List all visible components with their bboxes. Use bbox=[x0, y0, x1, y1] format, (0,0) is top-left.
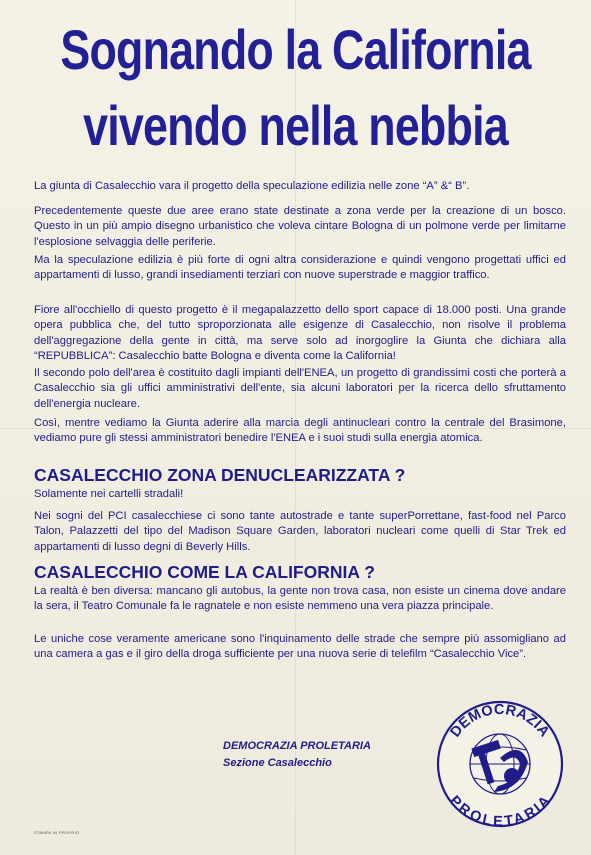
poster-title-line-1: Sognando la California bbox=[60, 18, 531, 81]
printer-mark: STAMPA IN PROPRIO bbox=[34, 830, 80, 835]
paragraph-brasimone: Così, mentre vediamo la Giunta aderire alla marcia degli antinucleari contro la centrale del Brasimone, vediamo pure gli stessi amministratori benedire l'ENEA e i suoi studi sulla energia atomica. bbox=[34, 417, 566, 445]
paragraph-intro: La giunta di Casalecchio vara il progetto della speculazione edilizia nelle zone “A” &“ B”. bbox=[34, 180, 470, 192]
logo-text-top: DEMOCRAZIA bbox=[447, 701, 553, 741]
heading-denuclearized-subtitle: Solamente nei cartelli stradali! bbox=[34, 488, 184, 500]
paragraph-pci-dreams: Nei sogni del PCI casalecchiese ci sono tante autostrade e tante superPorrettane, fast-food nel Parco Talon, Palazzetti del tipo del Madison Square Garden, laboratori nucleari come quelli di Star Trek ed appartamenti di lusso degni di Beverly Hills. bbox=[34, 510, 566, 553]
logo-text-bottom: PROLETARIA bbox=[446, 792, 554, 828]
paragraph-green-zone: Precedentemente queste due aree erano state destinate a zona verde per la creazione di un bosco. Questo in un più ampio disegno urbanistico che voleva cintare Bologna di un polmone verde per limitarne l'esplosione selvaggia delle periferie. bbox=[34, 205, 566, 248]
paragraph-enea: Il secondo polo dell'area è costituito dagli impianti dell'ENEA, un progetto di grandissimi costi che porterà a Casalecchio sia gli uffici amministrativi dell'ente, sia alcuni laboratori per la ricerca dello sfruttamento dell'energia nucleare. bbox=[34, 367, 566, 410]
signature-section-name: Sezione Casalecchio bbox=[223, 757, 332, 769]
paragraph-megapalazzetto: Fiore all'occhiello di questo progetto è il megapalazzetto dello sport capace di 18.000 posti. Una grande opera pubblica che, del tutto sproporzionata alle esigenze di Casalecchio, non risolve il problema dell'aggregazione della gente in città, ma serve solo ad inorgoglire la Giunta che dichiara alla “REPUBBLICA”: Casalecchio batte Bologna e diventa come la California! bbox=[34, 304, 566, 363]
signature-party-name: DEMOCRAZIA PROLETARIA bbox=[223, 740, 371, 752]
paragraph-american-things: Le uniche cose veramente americane sono l'inquinamento delle strade che sempre più assomigliano ad una camera a gas e il giro della droga sufficiente per una nuova serie di telefilm “Casalecchio Vice”. bbox=[34, 633, 566, 661]
paragraph-speculation: Ma la speculazione edilizia è più forte di ogni altra considerazione e quindi vengono progettati uffici ed appartamenti di lusso, grandi insediamenti terziari con nuove superstrade e maggior traffico. bbox=[34, 254, 566, 282]
heading-like-california: CASALECCHIO COME LA CALIFORNIA ? bbox=[34, 562, 375, 582]
democrazia-proletaria-logo bbox=[436, 700, 564, 828]
heading-denuclearized-zone: CASALECCHIO ZONA DENUCLEARIZZATA ? bbox=[34, 465, 406, 485]
poster-title-line-2: vivendo nella nebbia bbox=[83, 94, 508, 157]
paragraph-reality: La realtà è ben diversa: mancano gli autobus, la gente non trova casa, non esiste un cinema dove andare la sera, il Teatro Comunale fa le ragnatele e non esiste nemmeno una vera piazza principale. bbox=[34, 585, 566, 613]
